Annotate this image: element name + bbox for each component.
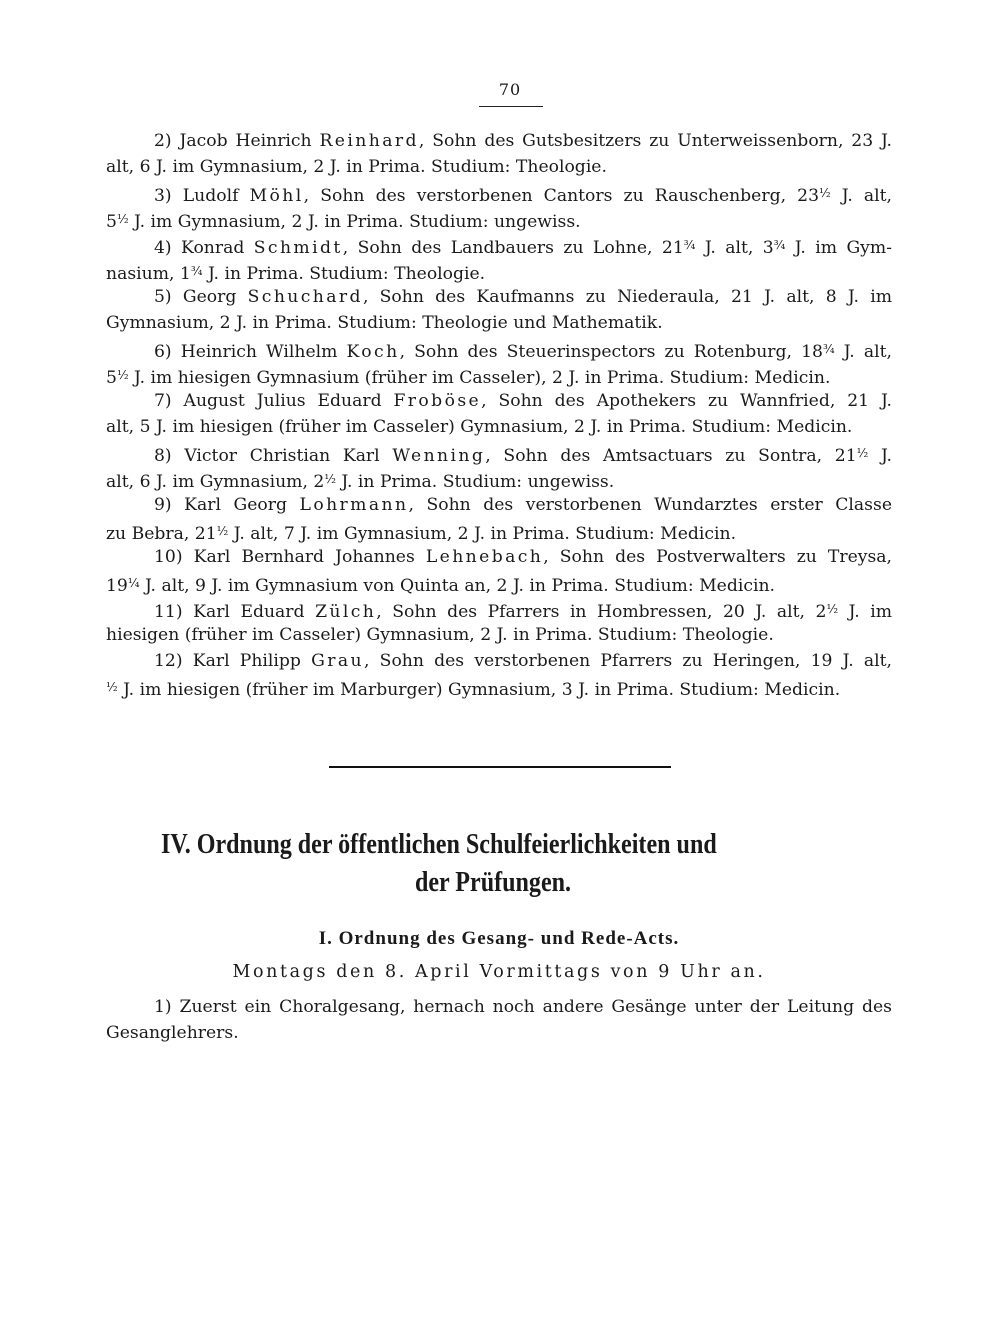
fraction: ½ — [216, 524, 229, 538]
fraction: ¾ — [190, 264, 203, 278]
text-segment: J. — [868, 446, 892, 466]
fraction: ½ — [819, 186, 831, 200]
section-heading — [106, 826, 782, 902]
page-number: 70 — [498, 80, 522, 99]
text-segment: , Sohn des Amtsactuars zu Sontra, 21 — [485, 446, 857, 466]
graduate-entry — [106, 336, 892, 388]
text-segment: 11) Karl Eduard — [154, 602, 316, 622]
graduate-entry-line — [106, 492, 892, 518]
text-segment: alt, 6 J. im Gymnasium, 2 — [106, 472, 325, 492]
text-segment: , Sohn des Postverwalters zu Treysa, — [543, 547, 892, 567]
person-name: Schuchard — [247, 287, 363, 307]
text-segment: 2) Jacob Heinrich — [154, 131, 320, 151]
person-name: Zülch — [315, 602, 377, 622]
text-segment: , Sohn des verstorbenen Cantors zu Rauschenberg, 23 — [303, 186, 820, 206]
page-number-rule — [479, 106, 543, 107]
graduate-entry-line — [106, 596, 892, 622]
text-segment: 6) Heinrich Wilhelm — [154, 342, 347, 362]
text-segment: hiesigen (früher im Casseler) Gymnasium, 2 J. in Prima. Studium: Theologie. — [106, 625, 774, 645]
text-segment: Gymnasium, 2 J. in Prima. Studium: Theologie und Mathematik. — [106, 313, 663, 333]
person-name: Lehnebach — [425, 547, 544, 567]
text-segment: , Sohn des Apothekers zu Wannfried, 21 J. — [481, 391, 892, 411]
fraction: ½ — [324, 472, 336, 486]
graduate-entry — [106, 544, 892, 596]
fraction: ½ — [116, 368, 129, 382]
text-segment: J. im Gymnasium, 2 J. in Prima. Studium: ungewiss. — [128, 212, 581, 232]
graduate-entry-line — [106, 518, 892, 544]
text-segment: , Sohn des Landbauers zu Lohne, 21 — [342, 238, 684, 258]
fraction: ½ — [116, 212, 129, 226]
graduate-entry-line — [106, 570, 892, 596]
text-segment: J. alt, 9 J. im Gymnasium von Quinta an, 2 J. in Prima. Studium: Medicin. — [139, 576, 776, 596]
graduate-entry-line — [106, 388, 892, 414]
person-name: Möhl — [249, 186, 304, 206]
fraction: ¼ — [127, 576, 140, 590]
schedule-date-line: Montags den 8. April Vormittags von 9 Uhr an. — [232, 962, 766, 982]
section-divider — [329, 766, 671, 768]
text-segment: , Sohn des Pfarrers in Hombressen, 20 J. alt, 2 — [376, 602, 827, 622]
fraction: ¾ — [822, 342, 835, 356]
program-item-line — [106, 994, 892, 1020]
person-name: Reinhard — [319, 131, 419, 151]
program-item-line — [106, 1020, 892, 1046]
text-segment: J. im hiesigen (früher im Marburger) Gymnasium, 3 J. in Prima. Studium: Medicin. — [117, 680, 841, 700]
graduate-entry — [106, 232, 892, 284]
person-name: Schmidt — [253, 238, 343, 258]
graduate-entry-line — [106, 258, 892, 284]
person-name: Koch — [346, 342, 400, 362]
fraction: ¾ — [683, 238, 696, 252]
text-segment: zu Bebra, 21 — [106, 524, 217, 544]
graduate-entry-line — [106, 284, 892, 310]
graduate-entry-line — [106, 440, 892, 466]
text-segment: 12) Karl Philipp — [154, 651, 312, 671]
section-heading-line1: IV. Ordnung der öffentlichen Schulfeierlichkeiten und — [161, 829, 717, 860]
text-segment: alt, 6 J. im Gymnasium, 2 J. in Prima. Studium: Theologie. — [106, 157, 607, 177]
text-segment: , Sohn des verstorbenen Wundarztes erster Classe — [408, 495, 892, 515]
text-segment: 10) Karl Bernhard Johannes — [154, 547, 426, 567]
text-segment: , Sohn des Gutsbesitzers zu Unterweissenborn, 23 J. — [418, 131, 892, 151]
text-segment: nasium, 1 — [106, 264, 191, 284]
text-segment: J. im hiesigen Gymnasium (früher im Casseler), 2 J. in Prima. Studium: Medicin. — [128, 368, 831, 388]
graduate-entry — [106, 596, 892, 648]
graduate-list — [106, 128, 892, 700]
graduate-entry-line — [106, 414, 892, 440]
graduate-entry-line — [106, 336, 892, 362]
text-segment: J. alt, 3 — [695, 238, 774, 258]
text-segment: J. alt, 7 J. im Gymnasium, 2 J. in Prima. Studium: Medicin. — [228, 524, 737, 544]
graduate-entry — [106, 648, 892, 700]
text-segment: 1) Zuerst ein Choralgesang, hernach noch andere Gesänge unter der Leitung des — [154, 997, 892, 1017]
text-segment: , Sohn des verstorbenen Pfarrers zu Heringen, 19 J. alt, — [364, 651, 892, 671]
person-name: Wenning — [392, 446, 486, 466]
graduate-entry-line — [106, 310, 892, 336]
graduate-entry-line — [106, 544, 892, 570]
text-segment: 3) Ludolf — [154, 186, 250, 206]
text-segment: alt, 5 J. im hiesigen (früher im Casseler) Gymnasium, 2 J. in Prima. Studium: Medicin. — [106, 417, 853, 437]
fraction: ½ — [826, 602, 839, 616]
section-heading-line2: der Prüfungen. — [414, 867, 572, 898]
graduate-entry — [106, 128, 892, 180]
person-name: Lohrmann — [299, 495, 409, 515]
text-segment: J. in Prima. Studium: Theologie. — [202, 264, 486, 284]
subsection-heading: I. Ordnung des Gesang- und Rede-Acts. — [318, 928, 680, 949]
fraction: ¾ — [773, 238, 786, 252]
graduate-entry-line — [106, 648, 892, 674]
person-name: Grau — [311, 651, 364, 671]
text-segment: J. im — [838, 602, 892, 622]
text-segment: 5 — [106, 368, 117, 388]
graduate-entry-line — [106, 362, 892, 388]
fraction: ½ — [106, 680, 118, 694]
program-list — [106, 994, 892, 1046]
text-segment: J. alt, — [830, 186, 892, 206]
graduate-entry-line — [106, 622, 892, 648]
graduate-entry-line — [106, 232, 892, 258]
graduate-entry — [106, 492, 892, 544]
program-item — [106, 994, 892, 1046]
text-segment: J. in Prima. Studium: ungewiss. — [335, 472, 615, 492]
graduate-entry-line — [106, 154, 892, 180]
text-segment: J. alt, — [834, 342, 892, 362]
graduate-entry — [106, 180, 892, 232]
text-segment: , Sohn des Steuerinspectors zu Rotenburg, 18 — [399, 342, 823, 362]
text-segment: Gesanglehrers. — [106, 1023, 239, 1043]
text-segment: 19 — [106, 576, 128, 596]
graduate-entry — [106, 440, 892, 492]
text-segment: 7) August Julius Eduard — [154, 391, 394, 411]
text-segment: 4) Konrad — [154, 238, 254, 258]
person-name: Froböse — [393, 391, 482, 411]
graduate-entry-line — [106, 206, 892, 232]
text-segment: 5 — [106, 212, 117, 232]
text-segment: J. im Gym- — [785, 238, 892, 258]
graduate-entry-line — [106, 180, 892, 206]
text-segment: 5) Georg — [154, 287, 248, 307]
graduate-entry — [106, 388, 892, 440]
graduate-entry-line — [106, 466, 892, 492]
text-segment: 9) Karl Georg — [154, 495, 300, 515]
graduate-entry-line — [106, 128, 892, 154]
graduate-entry — [106, 284, 892, 336]
graduate-entry-line — [106, 674, 892, 700]
fraction: ½ — [856, 446, 869, 460]
text-segment: 8) Victor Christian Karl — [154, 446, 393, 466]
text-segment: , Sohn des Kaufmanns zu Niederaula, 21 J. alt, 8 J. im — [362, 287, 892, 307]
